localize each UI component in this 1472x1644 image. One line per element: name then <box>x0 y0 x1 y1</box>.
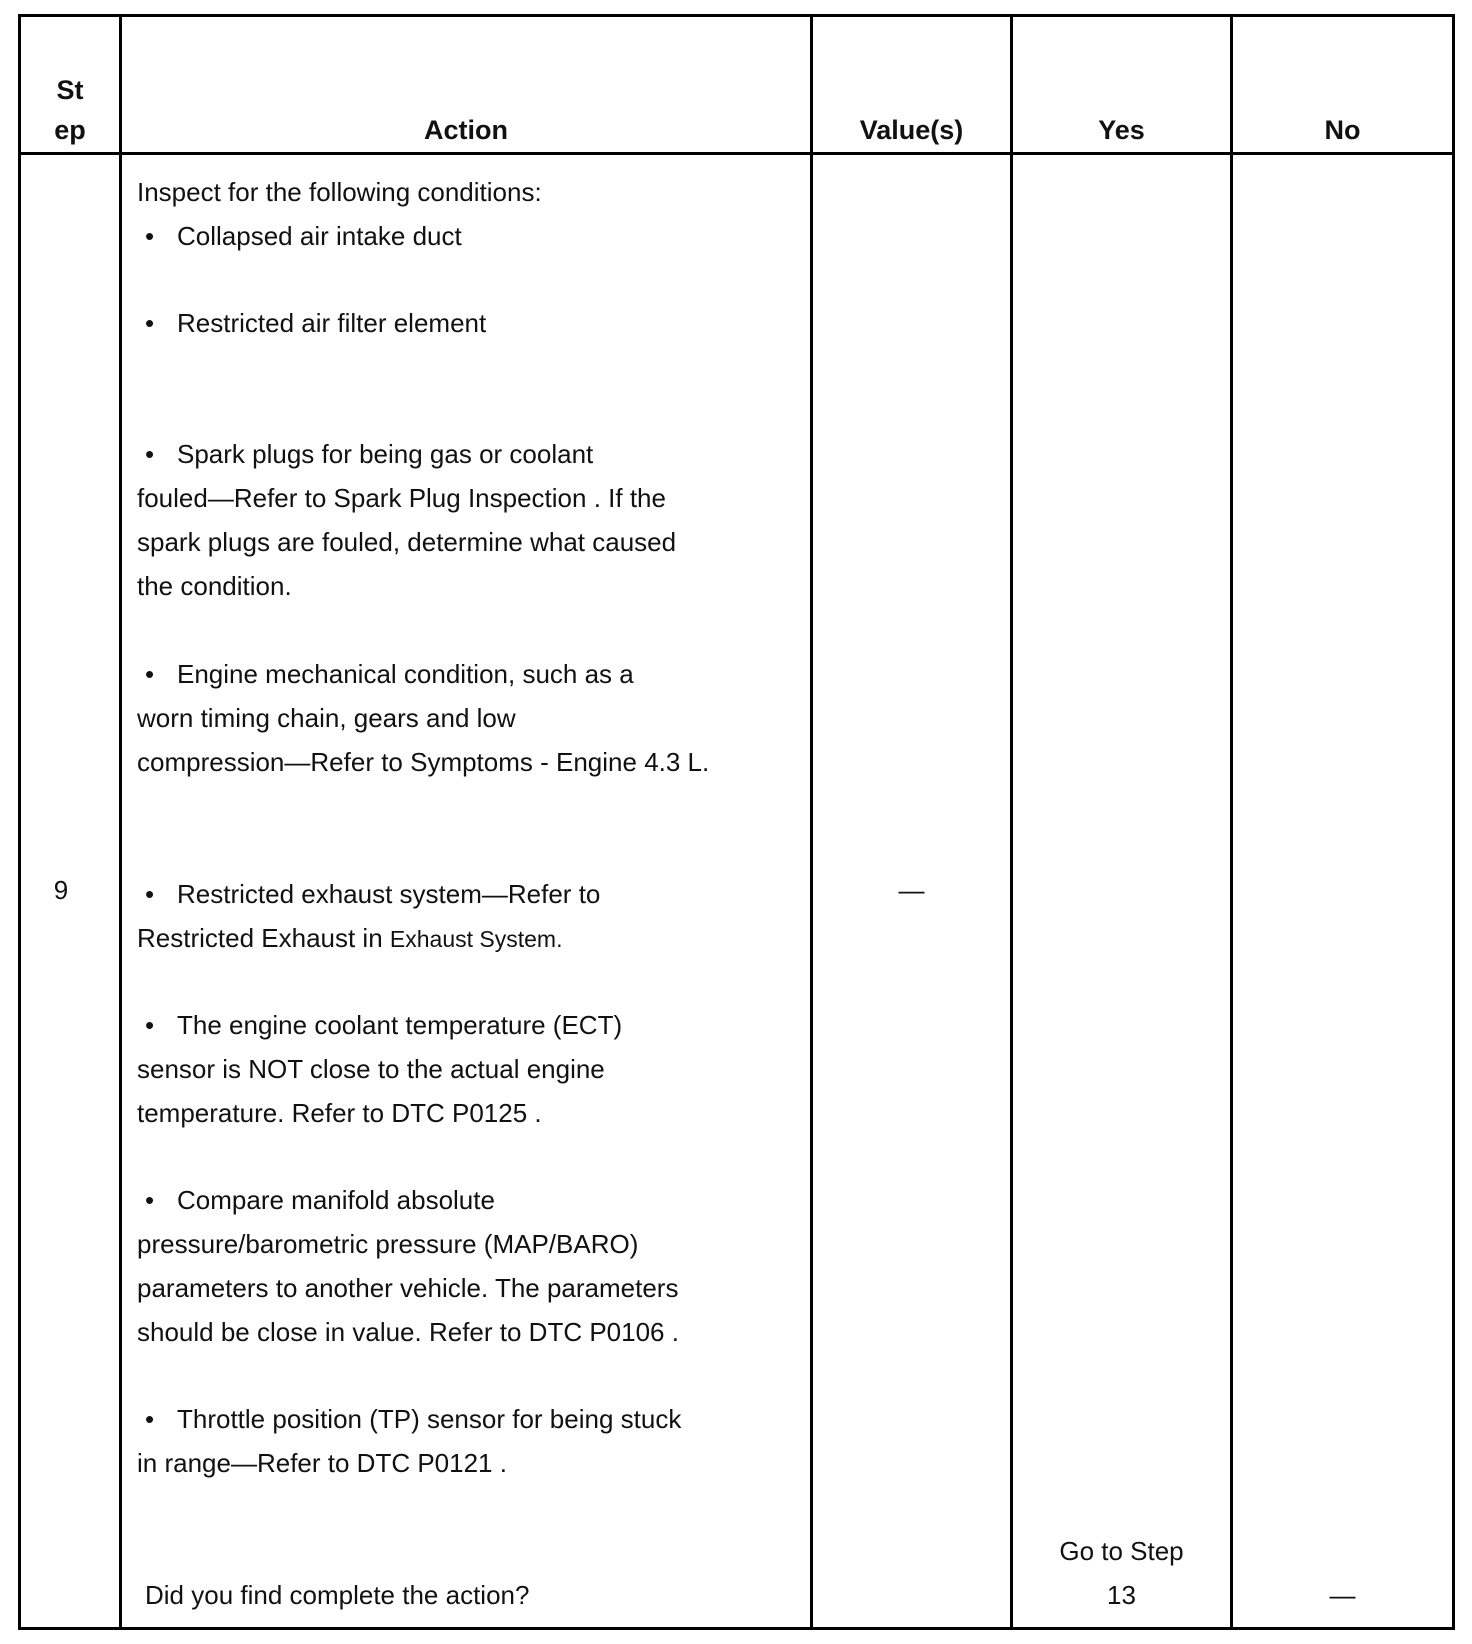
item-8-line-2: in range—Refer to DTC P0121 . <box>137 1448 507 1478</box>
bullet-icon: • <box>145 1185 155 1215</box>
header-step <box>21 70 119 150</box>
header-step-line1: St <box>56 75 84 105</box>
item-6-line-1: The engine coolant temperature (ECT) <box>177 1010 623 1040</box>
column-divider-yes <box>1230 14 1233 1630</box>
yes-cell <box>1013 1529 1230 1617</box>
table-border-left <box>18 14 21 1630</box>
action-intro: Inspect for the following conditions: <box>137 177 542 207</box>
bullet-icon: • <box>145 659 155 689</box>
item-6-line-3: temperature. Refer to DTC P0125 . <box>137 1098 542 1128</box>
header-divider <box>18 152 1455 155</box>
item-3-line-2: fouled—Refer to Spark Plug Inspection . If the <box>137 483 666 513</box>
step-number: 9 <box>53 875 69 905</box>
item-7-line-3: parameters to another vehicle. The parameters <box>137 1273 679 1303</box>
item-7-line-1: Compare manifold absolute <box>177 1185 495 1215</box>
table-border-right <box>1452 14 1455 1630</box>
item-5-line-3: Exhaust System. <box>389 926 563 952</box>
item-2-line-1: Restricted air filter element <box>177 308 487 338</box>
header-step-line2: ep <box>54 115 86 145</box>
item-5-line-1: Restricted exhaust system—Refer to <box>177 879 601 909</box>
item-3-line-1: Spark plugs for being gas or coolant <box>177 439 594 469</box>
action-question: Did you find complete the action? <box>145 1580 530 1610</box>
header-values: Value(s) <box>859 115 964 145</box>
bullet-icon: • <box>145 879 155 909</box>
column-divider-action <box>810 14 813 1630</box>
column-divider-values <box>1010 14 1013 1630</box>
column-divider-step <box>119 14 122 1630</box>
item-1-line-1: Collapsed air intake duct <box>177 221 462 251</box>
item-4-line-1: Engine mechanical condition, such as a <box>177 659 634 689</box>
no-cell: — <box>1329 1580 1356 1610</box>
action-item-2 <box>137 301 486 345</box>
item-3-line-3: spark plugs are fouled, determine what caused <box>137 527 677 557</box>
bullet-icon: • <box>145 308 155 338</box>
yes-line-1: Go to Step <box>1059 1536 1184 1566</box>
action-item-1 <box>137 214 462 258</box>
header-action: Action <box>424 115 508 145</box>
bullet-icon: • <box>145 1404 155 1434</box>
item-7-line-2: pressure/barometric pressure (MAP/BARO) <box>137 1229 639 1259</box>
header-no: No <box>1324 115 1361 145</box>
bullet-icon: • <box>145 439 155 469</box>
yes-line-2: 13 <box>1107 1580 1136 1610</box>
item-6-line-2: sensor is NOT close to the actual engine <box>137 1054 605 1084</box>
item-5-line-2: Restricted Exhaust in <box>137 923 390 953</box>
item-4-line-2: worn timing chain, gears and low <box>137 703 516 733</box>
item-4-line-3: compression—Refer to Symptoms - Engine 4.3 L. <box>137 747 710 777</box>
item-7-line-4: should be close in value. Refer to DTC P0106 . <box>137 1317 679 1347</box>
header-yes: Yes <box>1098 115 1145 145</box>
item-8-line-1: Throttle position (TP) sensor for being stuck <box>177 1404 682 1434</box>
table-border-bottom <box>18 1627 1455 1630</box>
table-border-top <box>18 14 1455 17</box>
item-3-line-4: the condition. <box>137 571 292 601</box>
bullet-icon: • <box>145 221 155 251</box>
values-cell: — <box>898 875 925 905</box>
bullet-icon: • <box>145 1010 155 1040</box>
